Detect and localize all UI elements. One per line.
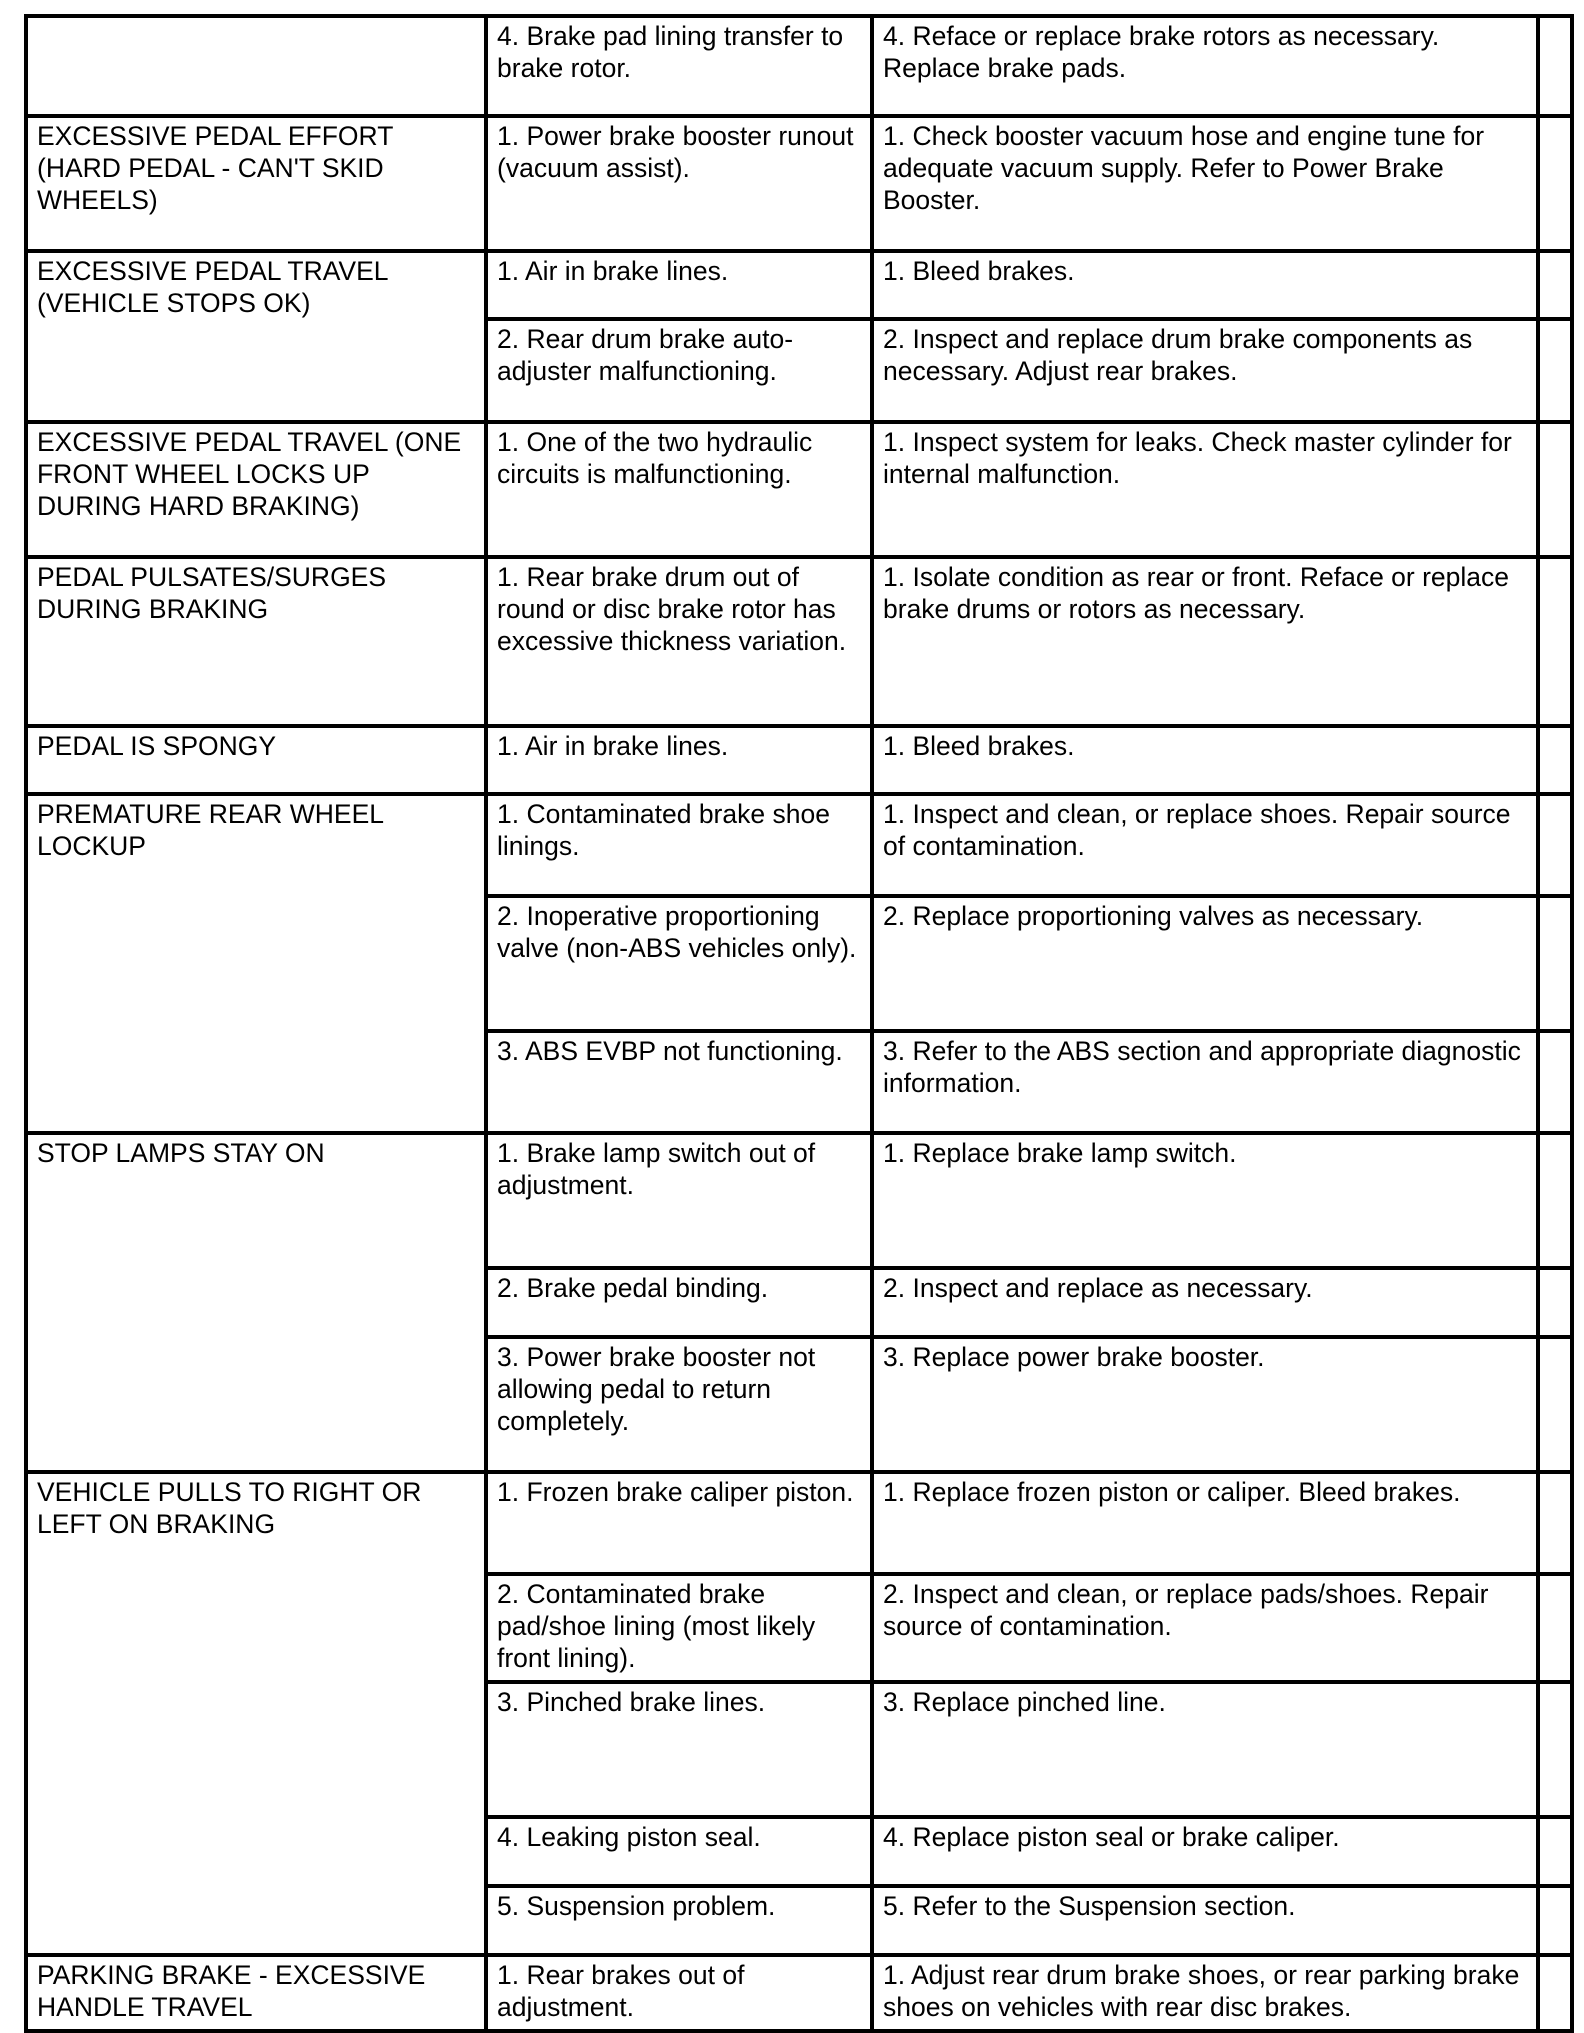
possible-cause-cell: 1. Rear brakes out of adjustment. <box>486 1955 872 2031</box>
possible-cause-cell: 1. Air in brake lines. <box>486 251 872 319</box>
correction-cell: 2. Inspect and replace drum brake components as necessary. Adjust rear brakes. <box>872 319 1538 422</box>
possible-cause-cell: 4. Leaking piston seal. <box>486 1817 872 1886</box>
possible-cause-cell: 1. Frozen brake caliper piston. <box>486 1472 872 1574</box>
correction-cell: 5. Refer to the Suspension section. <box>872 1886 1538 1955</box>
margin-column-cell <box>1538 1886 1572 1955</box>
margin-column-cell <box>1538 1817 1572 1886</box>
brake-diagnosis-table <box>24 14 1574 2033</box>
possible-cause-cell: 5. Suspension problem. <box>486 1886 872 1955</box>
table-row <box>26 16 1572 116</box>
correction-cell: 1. Replace frozen piston or caliper. Bleed brakes. <box>872 1472 1538 1574</box>
condition-cell: STOP LAMPS STAY ON <box>26 1133 486 1472</box>
possible-cause-cell: 1. One of the two hydraulic circuits is malfunctioning. <box>486 422 872 557</box>
correction-cell: 3. Refer to the ABS section and appropriate diagnostic information. <box>872 1031 1538 1133</box>
possible-cause-cell: 1. Rear brake drum out of round or disc brake rotor has excessive thickness variation. <box>486 557 872 726</box>
correction-cell: 4. Replace piston seal or brake caliper. <box>872 1817 1538 1886</box>
correction-cell: 3. Replace pinched line. <box>872 1682 1538 1817</box>
possible-cause-cell: 1. Brake lamp switch out of adjustment. <box>486 1133 872 1268</box>
margin-column-cell <box>1538 726 1572 794</box>
table-row <box>26 794 1572 896</box>
correction-cell: 2. Replace proportioning valves as necessary. <box>872 896 1538 1031</box>
table-row <box>26 557 1572 726</box>
margin-column-cell <box>1538 251 1572 319</box>
margin-column-cell <box>1538 1574 1572 1682</box>
correction-cell: 1. Bleed brakes. <box>872 251 1538 319</box>
margin-column-cell <box>1538 1955 1572 2031</box>
correction-cell: 1. Replace brake lamp switch. <box>872 1133 1538 1268</box>
correction-cell: 2. Inspect and clean, or replace pads/shoes. Repair source of contamination. <box>872 1574 1538 1682</box>
possible-cause-cell: 2. Inoperative proportioning valve (non-ABS vehicles only). <box>486 896 872 1031</box>
condition-cell: PREMATURE REAR WHEEL LOCKUP <box>26 794 486 1133</box>
condition-cell: VEHICLE PULLS TO RIGHT OR LEFT ON BRAKING <box>26 1472 486 1955</box>
condition-cell: EXCESSIVE PEDAL EFFORT (HARD PEDAL - CAN'T SKID WHEELS) <box>26 116 486 251</box>
possible-cause-cell: 1. Contaminated brake shoe linings. <box>486 794 872 896</box>
correction-cell: 1. Adjust rear drum brake shoes, or rear parking brake shoes on vehicles with rear disc brakes. <box>872 1955 1538 2031</box>
margin-column-cell <box>1538 1337 1572 1472</box>
correction-cell: 1. Inspect system for leaks. Check master cylinder for internal malfunction. <box>872 422 1538 557</box>
correction-cell: 1. Isolate condition as rear or front. Reface or replace brake drums or rotors as necessary. <box>872 557 1538 726</box>
margin-column-cell <box>1538 1472 1572 1574</box>
margin-column-cell <box>1538 16 1572 116</box>
condition-cell: PEDAL PULSATES/SURGES DURING BRAKING <box>26 557 486 726</box>
table-row <box>26 1472 1572 1574</box>
diagnosis-page <box>24 14 1570 2033</box>
possible-cause-cell: 1. Power brake booster runout (vacuum assist). <box>486 116 872 251</box>
correction-cell: 4. Reface or replace brake rotors as necessary. Replace brake pads. <box>872 16 1538 116</box>
table-row <box>26 726 1572 794</box>
correction-cell: 3. Replace power brake booster. <box>872 1337 1538 1472</box>
correction-cell: 1. Check booster vacuum hose and engine tune for adequate vacuum supply. Refer to Power Brake Booster. <box>872 116 1538 251</box>
condition-cell <box>26 16 486 116</box>
table-row <box>26 251 1572 319</box>
margin-column-cell <box>1538 422 1572 557</box>
margin-column-cell <box>1538 896 1572 1031</box>
correction-cell: 1. Inspect and clean, or replace shoes. Repair source of contamination. <box>872 794 1538 896</box>
possible-cause-cell: 3. ABS EVBP not functioning. <box>486 1031 872 1133</box>
margin-column-cell <box>1538 1268 1572 1337</box>
correction-cell: 2. Inspect and replace as necessary. <box>872 1268 1538 1337</box>
condition-cell: PEDAL IS SPONGY <box>26 726 486 794</box>
possible-cause-cell: 2. Contaminated brake pad/shoe lining (most likely front lining). <box>486 1574 872 1682</box>
possible-cause-cell: 3. Pinched brake lines. <box>486 1682 872 1817</box>
table-row <box>26 1955 1572 2031</box>
table-body <box>26 16 1572 2031</box>
possible-cause-cell: 1. Air in brake lines. <box>486 726 872 794</box>
margin-column-cell <box>1538 794 1572 896</box>
table-row <box>26 422 1572 557</box>
possible-cause-cell: 2. Brake pedal binding. <box>486 1268 872 1337</box>
margin-column-cell <box>1538 1682 1572 1817</box>
margin-column-cell <box>1538 557 1572 726</box>
condition-cell: PARKING BRAKE - EXCESSIVE HANDLE TRAVEL <box>26 1955 486 2031</box>
condition-cell: EXCESSIVE PEDAL TRAVEL (VEHICLE STOPS OK) <box>26 251 486 422</box>
margin-column-cell <box>1538 116 1572 251</box>
possible-cause-cell: 2. Rear drum brake auto-adjuster malfunctioning. <box>486 319 872 422</box>
possible-cause-cell: 3. Power brake booster not allowing pedal to return completely. <box>486 1337 872 1472</box>
correction-cell: 1. Bleed brakes. <box>872 726 1538 794</box>
margin-column-cell <box>1538 319 1572 422</box>
table-row <box>26 1133 1572 1268</box>
table-row <box>26 116 1572 251</box>
possible-cause-cell: 4. Brake pad lining transfer to brake rotor. <box>486 16 872 116</box>
condition-cell: EXCESSIVE PEDAL TRAVEL (ONE FRONT WHEEL LOCKS UP DURING HARD BRAKING) <box>26 422 486 557</box>
margin-column-cell <box>1538 1031 1572 1133</box>
margin-column-cell <box>1538 1133 1572 1268</box>
